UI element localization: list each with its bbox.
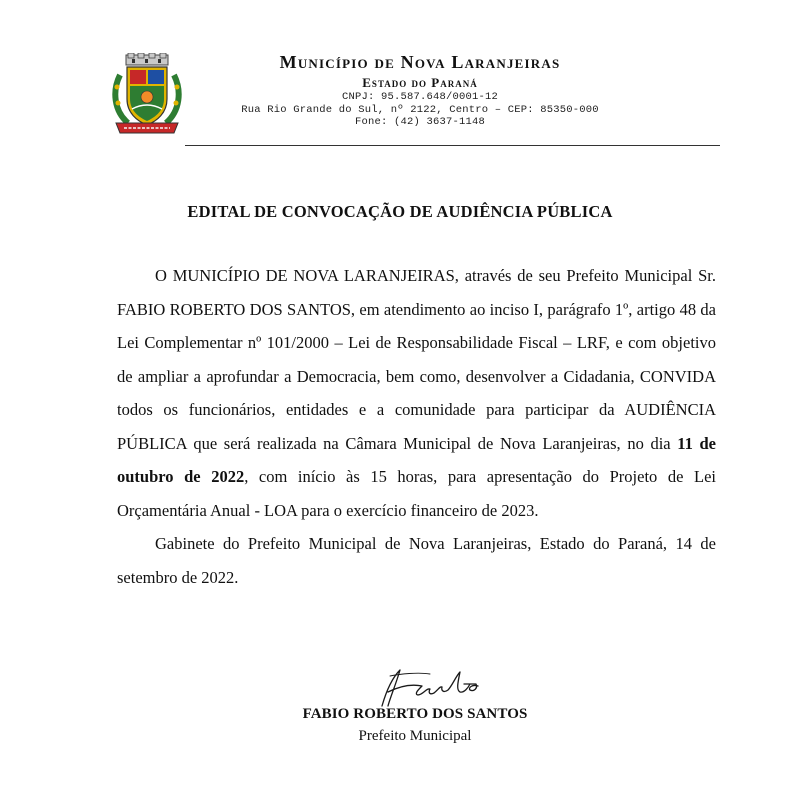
handwritten-signature-icon bbox=[360, 662, 490, 710]
state-title: Estado do Paraná bbox=[362, 75, 478, 90]
header-divider bbox=[185, 145, 720, 146]
paragraph-text-after-date: , com início às 15 horas, para apresentação do Projeto de Lei Orçamentária Anual - LOA para o exercício financeiro de 2023. bbox=[117, 467, 716, 520]
signatory-role: Prefeito Municipal bbox=[358, 728, 472, 744]
hearing-date: 11 de outubro de 2022 bbox=[117, 433, 716, 486]
phone-line: Fone: (42) 3637-1148 bbox=[354, 116, 486, 128]
document-title: EDITAL DE CONVOCAÇÃO DE AUDIÊNCIA PÚBLICA bbox=[187, 202, 613, 221]
address-line: Rua Rio Grande do Sul, nº 2122, Centro – CEP: 85350-000 bbox=[241, 103, 599, 116]
signatory-name: FABIO ROBERTO DOS SANTOS bbox=[302, 706, 528, 722]
municipality-title: Município de Nova Laranjeiras bbox=[279, 52, 561, 72]
document-body bbox=[117, 259, 716, 594]
cnpj-line: CNPJ: 95.587.648/0001-12 bbox=[341, 91, 499, 103]
letterhead bbox=[200, 52, 640, 129]
location-date-paragraph: Gabinete do Prefeito Municipal de Nova Laranjeiras, Estado do Paraná, 14 de setembro de 2022. bbox=[117, 534, 716, 587]
convocation-paragraph bbox=[117, 259, 716, 527]
municipal-coat-of-arms-icon bbox=[112, 53, 182, 137]
paragraph-text-before-date: O MUNICÍPIO DE NOVA LARANJEIRAS, através de seu Prefeito Municipal Sr. FABIO ROBERTO DOS SANTOS, em atendimento ao inciso I, parágrafo 1º, artigo 48 da Lei Complementar nº 101/2000 – Lei de Responsabilidade Fiscal – LRF, e com objetivo de ampliar a aprofundar a Democracia, bem como, desenvolver a Cidadania, CONVIDA todos os funcionários, entidades e a comunidade para participar da AUDIÊNCIA PÚBLICA que será realizada na Câmara Municipal de Nova Laranjeiras, no dia bbox=[117, 266, 716, 453]
